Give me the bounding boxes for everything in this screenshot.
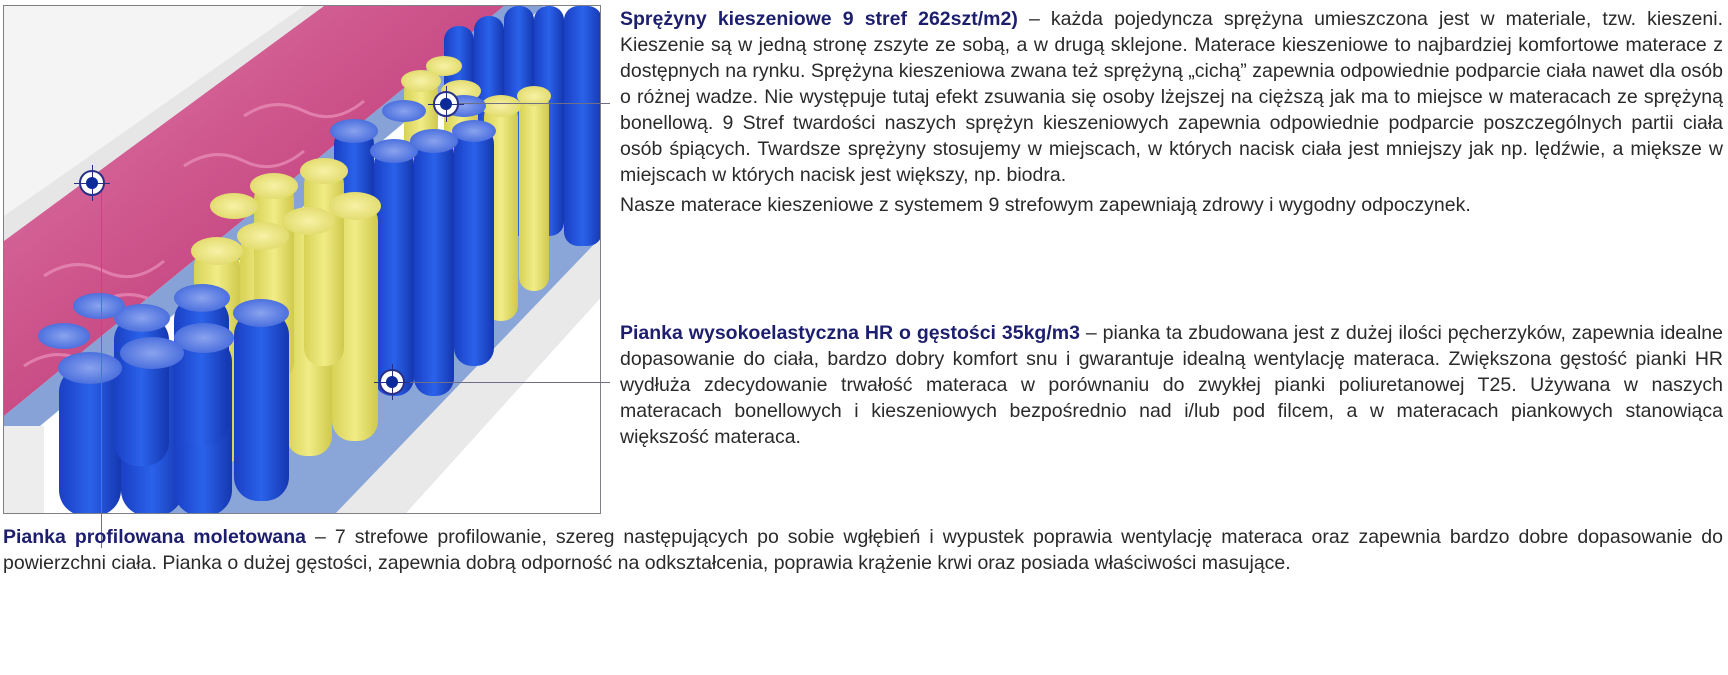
section-hr-foam-title: Pianka wysokoelastyczna HR o gęstości 35kg/m3 (620, 322, 1080, 344)
marker-profiled-foam-icon[interactable] (79, 170, 105, 196)
section-hr-foam-body: – pianka ta zbudowana jest z dużej ilości pęcherzyków, zapewnia idealne dopasowanie do ciała, bardzo dobry komfort snu i gwarantuje idealną wentylację materaca. Zwiększona gęstość pianki HR wydłuża zdecydowanie trwałość materaca w porównaniu do zwykłej pianki poliuretanowej T25. Używana w naszych materacach bonellowych i kieszeniowych bezpośrednio nad i/lub pod filcem, a w materacach piankowych stanowiąca większość materaca. (620, 322, 1724, 448)
section-hr-foam-paragraph (620, 320, 1723, 450)
section-profiled-foam (3, 524, 1723, 576)
leader-line-pocket-springs (446, 103, 610, 104)
section-pocket-springs (620, 6, 1723, 218)
section-pocket-springs-title: Sprężyny kieszeniowe 9 stref 262szt/m2) (620, 8, 1018, 30)
leader-line-hr-foam (392, 382, 610, 383)
mattress-cross-section-illustration (3, 5, 601, 514)
section-profiled-foam-title: Pianka profilowana moletowana (3, 526, 306, 548)
section-hr-foam (620, 320, 1723, 450)
section-profiled-foam-paragraph (3, 524, 1723, 576)
marker-pocket-springs-icon[interactable] (433, 91, 459, 117)
marker-hr-foam-icon[interactable] (379, 369, 405, 395)
mattress-layers-graphic (4, 6, 601, 514)
section-profiled-foam-body: – 7 strefowe profilowanie, szereg następujących po sobie wgłębień i wypustek poprawia wentylację materaca oraz zapewnia bardzo dobre dopasowanie do powierzchni ciała. Pianka o dużej gęstości, zapewnia dobrą odporność na odkształcenia, poprawia krążenie krwi oraz posiada właściwości masujące. (3, 526, 1723, 574)
section-pocket-springs-body: – każda pojedyncza sprężyna umieszczona jest w materiale, tzw. kieszeni. Kieszenie są w jedną stronę zszyte ze sobą, a w drugą sklejone. Materace kieszeniowe to najbardziej komfortowe materace z dostępnych na rynku. Sprężyna kieszeniowa zwana też sprężyną „cichą” zapewnia odpowiednie podparcie ciała nawet dla osób o różnej wadze. Nie występuje tutaj efekt zsuwania się osoby lżejszej na cięższą jak ma to miejsce w materacach ze sprężyną bonellową. 9 Stref twardości naszych sprężyn kieszeniowych zapewnia odpowiednie podparcie poszczególnych partii ciała osób śpiących. Twardsze sprężyny stosujemy w miejscach, w których nacisk ciała jest mniejszy jak np. lędźwie, a miększe w miejscach w których nacisk jest większy, np. biodra. (620, 8, 1723, 186)
section-pocket-springs-paragraph (620, 6, 1723, 188)
leader-line-profiled-foam-vertical (101, 183, 102, 548)
section-pocket-springs-summary: Nasze materace kieszeniowe z systemem 9 strefowym zapewniają zdrowy i wygodny odpoczynek. (620, 194, 1471, 216)
